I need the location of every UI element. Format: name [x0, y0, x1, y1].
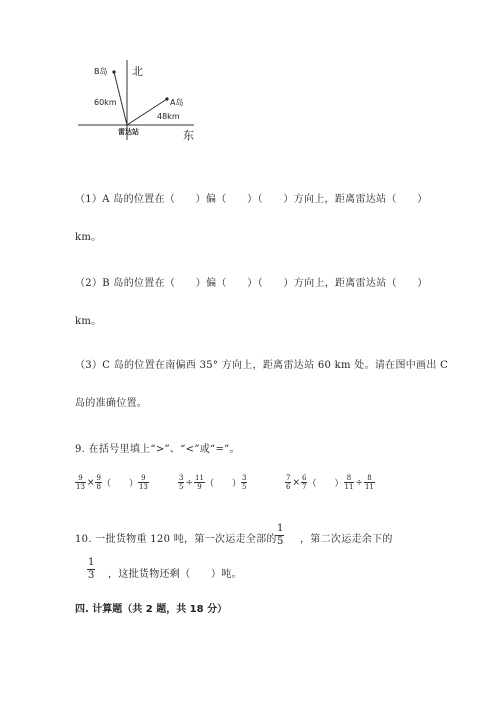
fraction: $\frac{3}{5}$	[241, 474, 247, 491]
question-3-line-1: （3）C 岛的位置在南偏西 35° 方向上，距离雷达站 60 km 处。请在图中画出 C	[75, 360, 449, 371]
question-1-unit: km。	[75, 232, 102, 243]
fraction-one-fifth	[276, 523, 284, 548]
b-distance-label: 60km	[94, 98, 117, 107]
numerator: 1	[88, 557, 95, 568]
radar-direction-diagram	[70, 55, 220, 155]
question-10-part-1: 10. 一批货物重 120 吨，第一次运走全部的	[75, 534, 277, 545]
fraction-one-third	[87, 557, 95, 582]
fraction: $\frac{9}{13}$	[76, 474, 85, 491]
fraction: $\frac{9}{13}$	[138, 474, 148, 491]
a-island-point	[165, 97, 168, 100]
comparison-item-1	[75, 472, 149, 491]
question-1-text: （1）A 岛的位置在（ ）偏（ ）（ ）方向上，距离雷达站（ ）	[75, 194, 428, 205]
operator: ×	[292, 477, 301, 488]
b-island-point	[112, 70, 115, 73]
fraction: $\frac{3}{5}$	[179, 474, 184, 491]
fraction: $\frac{11}{9}$	[195, 474, 204, 491]
question-10-part-2: ，第二次运走余下的	[300, 534, 393, 545]
question-3-line-2: 岛的准确位置。	[75, 398, 148, 409]
a-island-label: A岛	[170, 98, 184, 107]
fraction: $\frac{6}{7}$	[302, 474, 307, 491]
question-10-part-3: ，这批货物还剩（ ）吨。	[108, 569, 242, 580]
fraction: $\frac{9}{8}$	[96, 474, 101, 491]
comparison-item-2	[178, 472, 247, 491]
answer-blank[interactable]: （ ）	[101, 479, 138, 489]
question-9-title: 9. 在括号里填上“>”、“<”或“=”。	[75, 444, 240, 455]
numerator: 1	[277, 523, 284, 534]
fraction: $\frac{8}{11}$	[344, 474, 354, 491]
answer-blank[interactable]: （ ）	[204, 479, 241, 489]
question-2-text: （2）B 岛的位置在（ ）偏（ ）（ ）方向上，距离雷达站（ ）	[75, 278, 428, 289]
east-label: 东	[183, 129, 194, 142]
denominator: 5	[277, 536, 284, 547]
diagram-svg	[70, 55, 220, 155]
operator: ÷	[355, 477, 363, 488]
fraction: $\frac{7}{6}$	[286, 474, 291, 491]
denominator: 3	[88, 570, 95, 581]
answer-blank[interactable]: （ ）	[307, 479, 344, 489]
section-heading: 四. 计算题（共 2 题，共 18 分）	[75, 604, 228, 615]
a-distance-label: 48km	[157, 112, 180, 121]
station-label: 雷达站	[118, 128, 139, 136]
north-label: 北	[132, 65, 143, 78]
comparison-item-3	[285, 472, 375, 491]
fraction: $\frac{8}{11}$	[364, 474, 374, 491]
question-2-unit: km。	[75, 316, 102, 327]
operator: ×	[86, 477, 95, 488]
b-island-label: B岛	[94, 67, 108, 76]
operator: ÷	[185, 477, 194, 488]
